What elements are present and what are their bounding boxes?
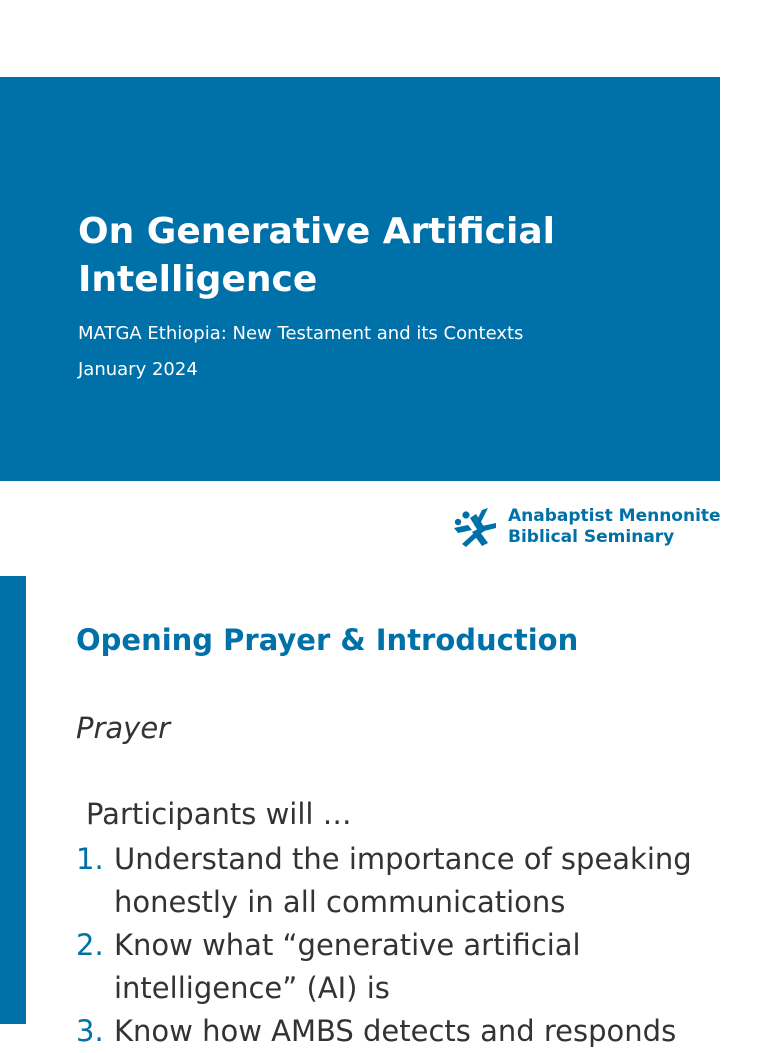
list-item-line: Understand the importance of speaking — [114, 842, 692, 876]
list-item — [76, 838, 776, 924]
slide-date: January 2024 — [78, 359, 198, 380]
slide-title — [78, 208, 678, 304]
list-item — [76, 1010, 776, 1053]
participants-lead: Participants will … — [86, 797, 352, 831]
seminary-logo — [452, 504, 742, 550]
slide-subtitle: MATGA Ethiopia: New Testament and its Contexts — [78, 323, 524, 344]
list-item-line: intelligence” (AI) is — [114, 971, 390, 1005]
objectives-list — [76, 838, 776, 1053]
seminary-name-line-1: Anabaptist Mennonite — [508, 506, 721, 526]
content-slide — [0, 576, 768, 1048]
list-item-line: Know how AMBS detects and responds — [114, 1014, 677, 1048]
list-number: 2. — [76, 928, 104, 962]
content-heading: Opening Prayer & Introduction — [76, 623, 579, 657]
seminary-name-line-2: Biblical Seminary — [508, 527, 675, 547]
list-number: 1. — [76, 842, 104, 876]
prayer-text: Prayer — [76, 711, 171, 745]
slide-title-line-1: On Generative Artificial — [78, 211, 555, 252]
slide-title-line-2: Intelligence — [78, 259, 318, 300]
ambs-logo-icon — [452, 506, 498, 548]
list-number: 3. — [76, 1014, 104, 1048]
accent-side-bar — [0, 576, 26, 1024]
list-item — [76, 924, 776, 1010]
list-item-line: honestly in all communications — [114, 885, 566, 919]
seminary-name — [508, 506, 748, 548]
list-item-line: Know what “generative artificial — [114, 928, 581, 962]
